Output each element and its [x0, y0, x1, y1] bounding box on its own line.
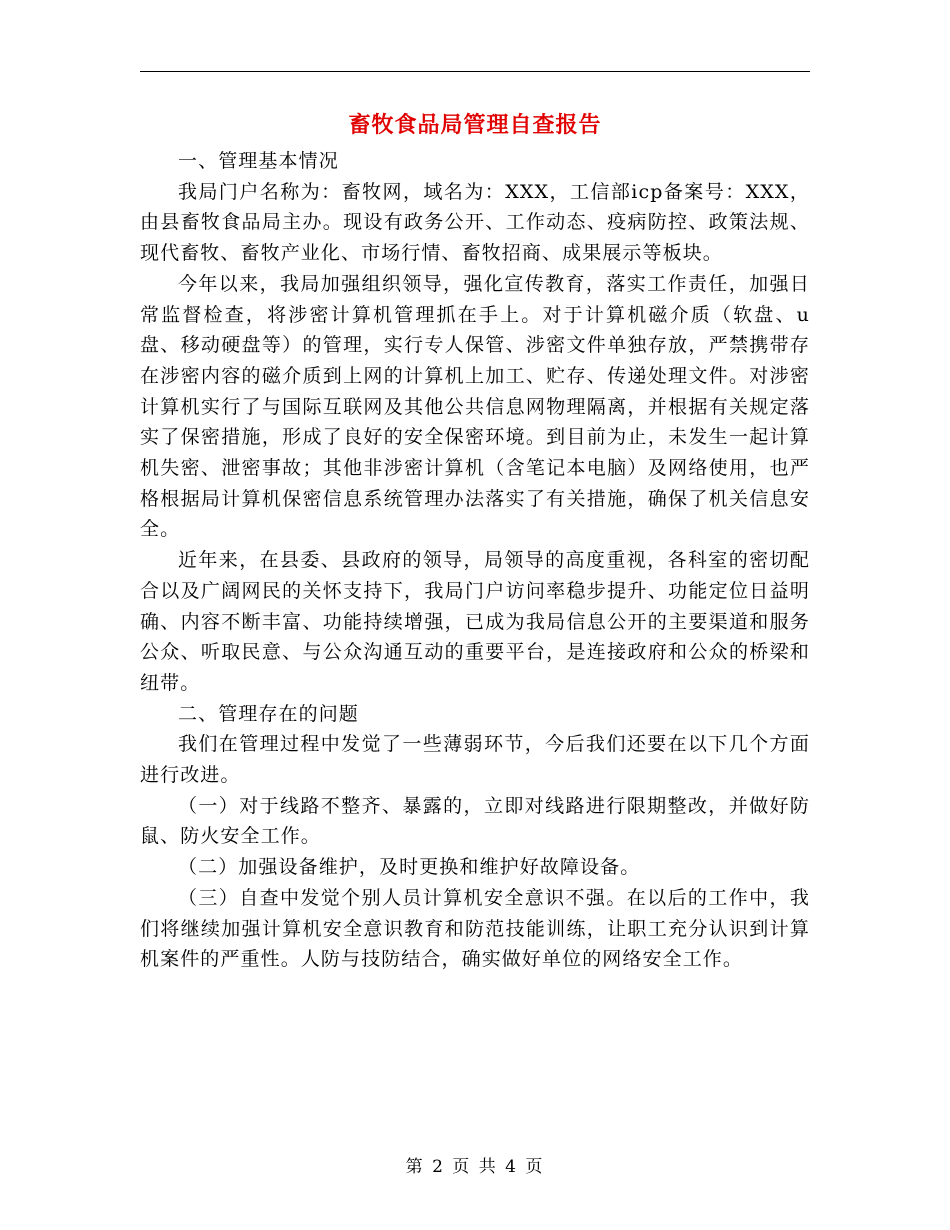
section-heading-problems: 二、管理存在的问题: [178, 702, 359, 725]
document-body: [140, 104, 810, 975]
paragraph-item-3: （三）自查中发觉个别人员计算机安全意识不强。在以后的工作中，我们将继续加强计算机安全意识教育和防范技能训练，让职工充分认识到计算机案件的严重性。人防与技防结合，确实做好单位的网络安全工作。: [140, 886, 810, 971]
paragraph-achievements: 近年来，在县委、县政府的领导，局领导的高度重视，各科室的密切配合以及广阔网民的关怀支持下，我局门户访问率稳步提升、功能定位日益明确、内容不断丰富、功能持续增强，已成为我局信息公开的主要渠道和服务公众、听取民意、与公众沟通互动的重要平台，是连接政府和公众的桥梁和纽带。: [140, 549, 810, 694]
paragraph-item-2: （二）加强设备维护，及时更换和维护好故障设备。: [178, 856, 641, 879]
paragraph-improvements-intro: 我们在管理过程中发觉了一些薄弱环节，今后我们还要在以下几个方面进行改进。: [140, 733, 810, 787]
paragraph-security-measures: 今年以来，我局加强组织领导，强化宣传教育，落实工作责任，加强日常监督检查，将涉密计算机管理抓在手上。对于计算机磁介质（软盘、u盘、移动硬盘等）的管理，实行专人保管、涉密文件单独存放，严禁携带存在涉密内容的磁介质到上网的计算机上加工、贮存、传递处理文件。对涉密计算机实行了与国际互联网及其他公共信息网物理隔离，并根据有关规定落实了保密措施，形成了良好的安全保密环境。到目前为止，未发生一起计算机失密、泄密事故；其他非涉密计算机（含笔记本电脑）及网络使用，也严格根据局计算机保密信息系统管理办法落实了有关措施，确保了机关信息安全。: [140, 272, 810, 541]
page-number: 第 2 页 共 4 页: [405, 1157, 545, 1177]
document-title: 畜牧食品局管理自查报告: [348, 112, 602, 138]
paragraph-portal-info: 我局门户名称为：畜牧网，域名为：XXX，工信部icp备案号：XXX，由县畜牧食品局主办。现设有政务公开、工作动态、疫病防控、政策法规、现代畜牧、畜牧产业化、市场行情、畜牧招商、成果展示等板块。: [140, 180, 810, 265]
header-rule: [140, 71, 810, 72]
section-heading-basic: 一、管理基本情况: [178, 150, 339, 172]
paragraph-item-1: （一）对于线路不整齐、暴露的，立即对线路进行限期整改，并做好防鼠、防火安全工作。: [140, 794, 810, 848]
